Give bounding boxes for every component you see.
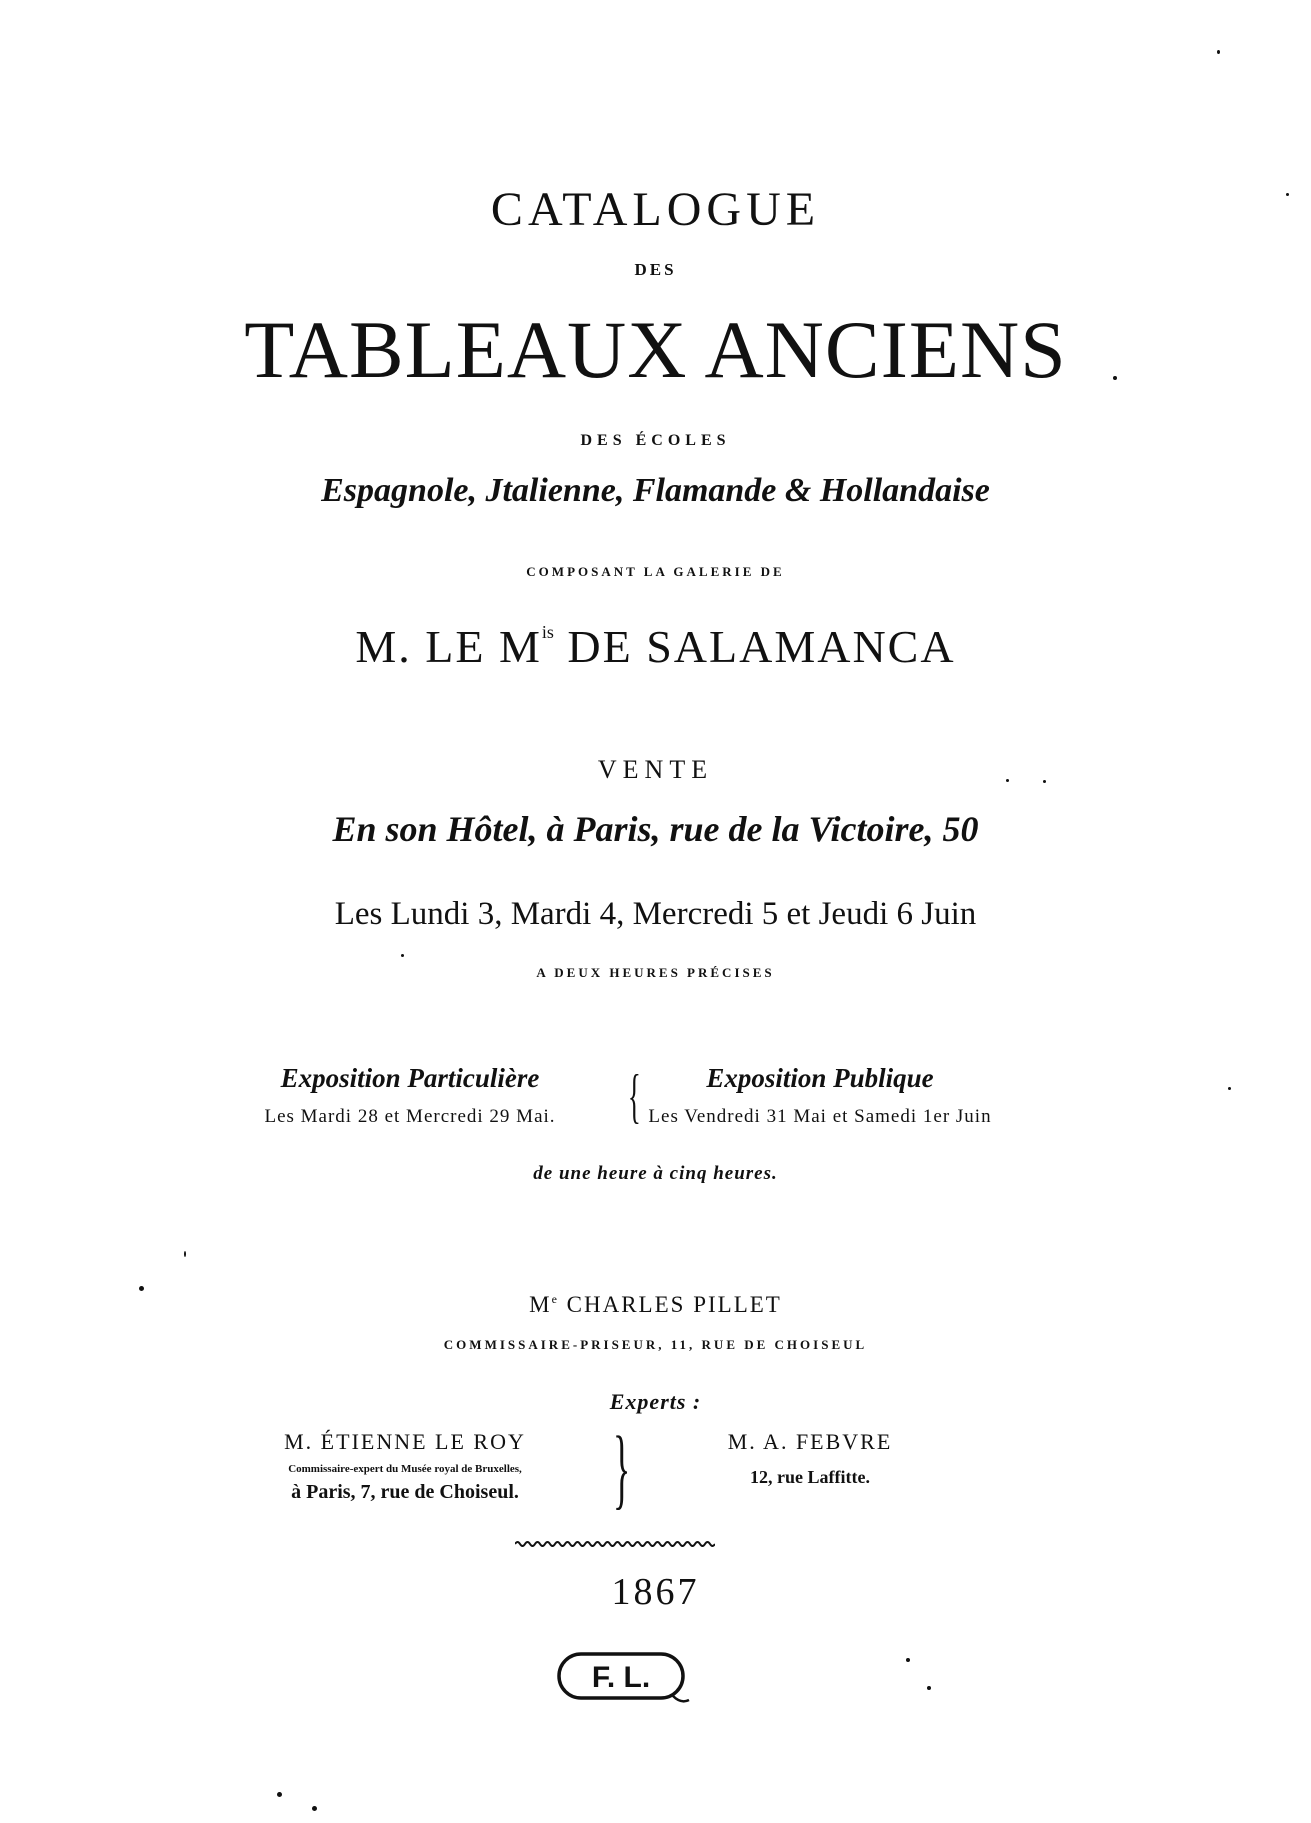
exhibition-hours: de une heure à cinq heures. bbox=[533, 1163, 778, 1184]
private-exhibition bbox=[205, 1063, 615, 1128]
public-exhibition bbox=[620, 1063, 1020, 1128]
monogram-text: F. L. bbox=[591, 1661, 651, 1694]
scan-speck bbox=[139, 1286, 144, 1291]
auctioneer-name bbox=[0, 1292, 1311, 1318]
decorative-rule bbox=[515, 1540, 715, 1548]
expert-left-name: M. ÉTIENNE LE ROY bbox=[284, 1429, 526, 1454]
auctioneer-title-sup: e bbox=[551, 1292, 559, 1306]
scan-speck bbox=[1228, 1087, 1231, 1090]
expert-left bbox=[200, 1429, 610, 1504]
vente-heading: VENTE bbox=[597, 755, 714, 784]
scan-speck bbox=[1113, 376, 1117, 380]
expert-right-name: M. A. FEBVRE bbox=[727, 1429, 893, 1454]
scan-speck bbox=[1043, 780, 1046, 783]
expert-left-role: Commissaire-expert du Musée royal de Bruxelles, bbox=[288, 1463, 522, 1475]
scan-speck bbox=[927, 1686, 931, 1690]
publication-year: 1867 bbox=[611, 1571, 700, 1613]
brace-divider-experts: } bbox=[612, 1419, 631, 1518]
scan-speck bbox=[184, 1251, 186, 1257]
owner-prefix: M. LE M bbox=[355, 621, 542, 672]
catalogue-heading: CATALOGUE bbox=[490, 183, 821, 236]
public-exhibition-title: Exposition Publique bbox=[706, 1063, 934, 1093]
main-title: TABLEAUX ANCIENS bbox=[244, 304, 1067, 395]
scan-speck bbox=[906, 1658, 910, 1662]
expert-left-address: à Paris, 7, rue de Choiseul. bbox=[291, 1481, 519, 1503]
sale-time: A DEUX HEURES PRÉCISES bbox=[536, 965, 775, 980]
experts-heading: Experts : bbox=[609, 1389, 702, 1414]
expert-right-address: 12, rue Laffitte. bbox=[750, 1467, 870, 1487]
owner-suffix: DE SALAMANCA bbox=[553, 621, 956, 672]
owner-name bbox=[0, 620, 1311, 673]
scan-speck bbox=[1286, 193, 1289, 196]
des-ecoles-label: DES ÉCOLES bbox=[580, 432, 731, 449]
brace-divider: { bbox=[627, 1063, 641, 1129]
public-exhibition-dates: Les Vendredi 31 Mai et Samedi 1er Juin bbox=[648, 1106, 992, 1127]
des-label: DES bbox=[634, 260, 677, 279]
sale-location: En son Hôtel, à Paris, rue de la Victoire, 50 bbox=[332, 809, 979, 849]
auctioneer-address: COMMISSAIRE-PRISEUR, 11, RUE DE CHOISEUL bbox=[443, 1337, 868, 1352]
monogram-stamp bbox=[555, 1648, 691, 1706]
scan-speck bbox=[277, 1792, 282, 1797]
auctioneer-surname: CHARLES PILLET bbox=[558, 1292, 782, 1317]
sale-dates: Les Lundi 3, Mardi 4, Mercredi 5 et Jeudi 6 Juin bbox=[334, 896, 977, 932]
owner-sup: is bbox=[541, 622, 554, 642]
expert-right bbox=[640, 1429, 980, 1488]
scan-speck bbox=[1217, 50, 1220, 54]
scan-speck bbox=[312, 1806, 317, 1811]
private-exhibition-title: Exposition Particulière bbox=[280, 1063, 540, 1093]
scan-speck bbox=[401, 954, 404, 957]
auctioneer-title: M bbox=[529, 1292, 552, 1317]
scan-speck bbox=[1006, 779, 1009, 782]
composant-label: COMPOSANT LA GALERIE DE bbox=[526, 564, 785, 579]
schools-line: Espagnole, Jtalienne, Flamande & Hollandaise bbox=[321, 472, 990, 509]
private-exhibition-dates: Les Mardi 28 et Mercredi 29 Mai. bbox=[264, 1106, 556, 1127]
